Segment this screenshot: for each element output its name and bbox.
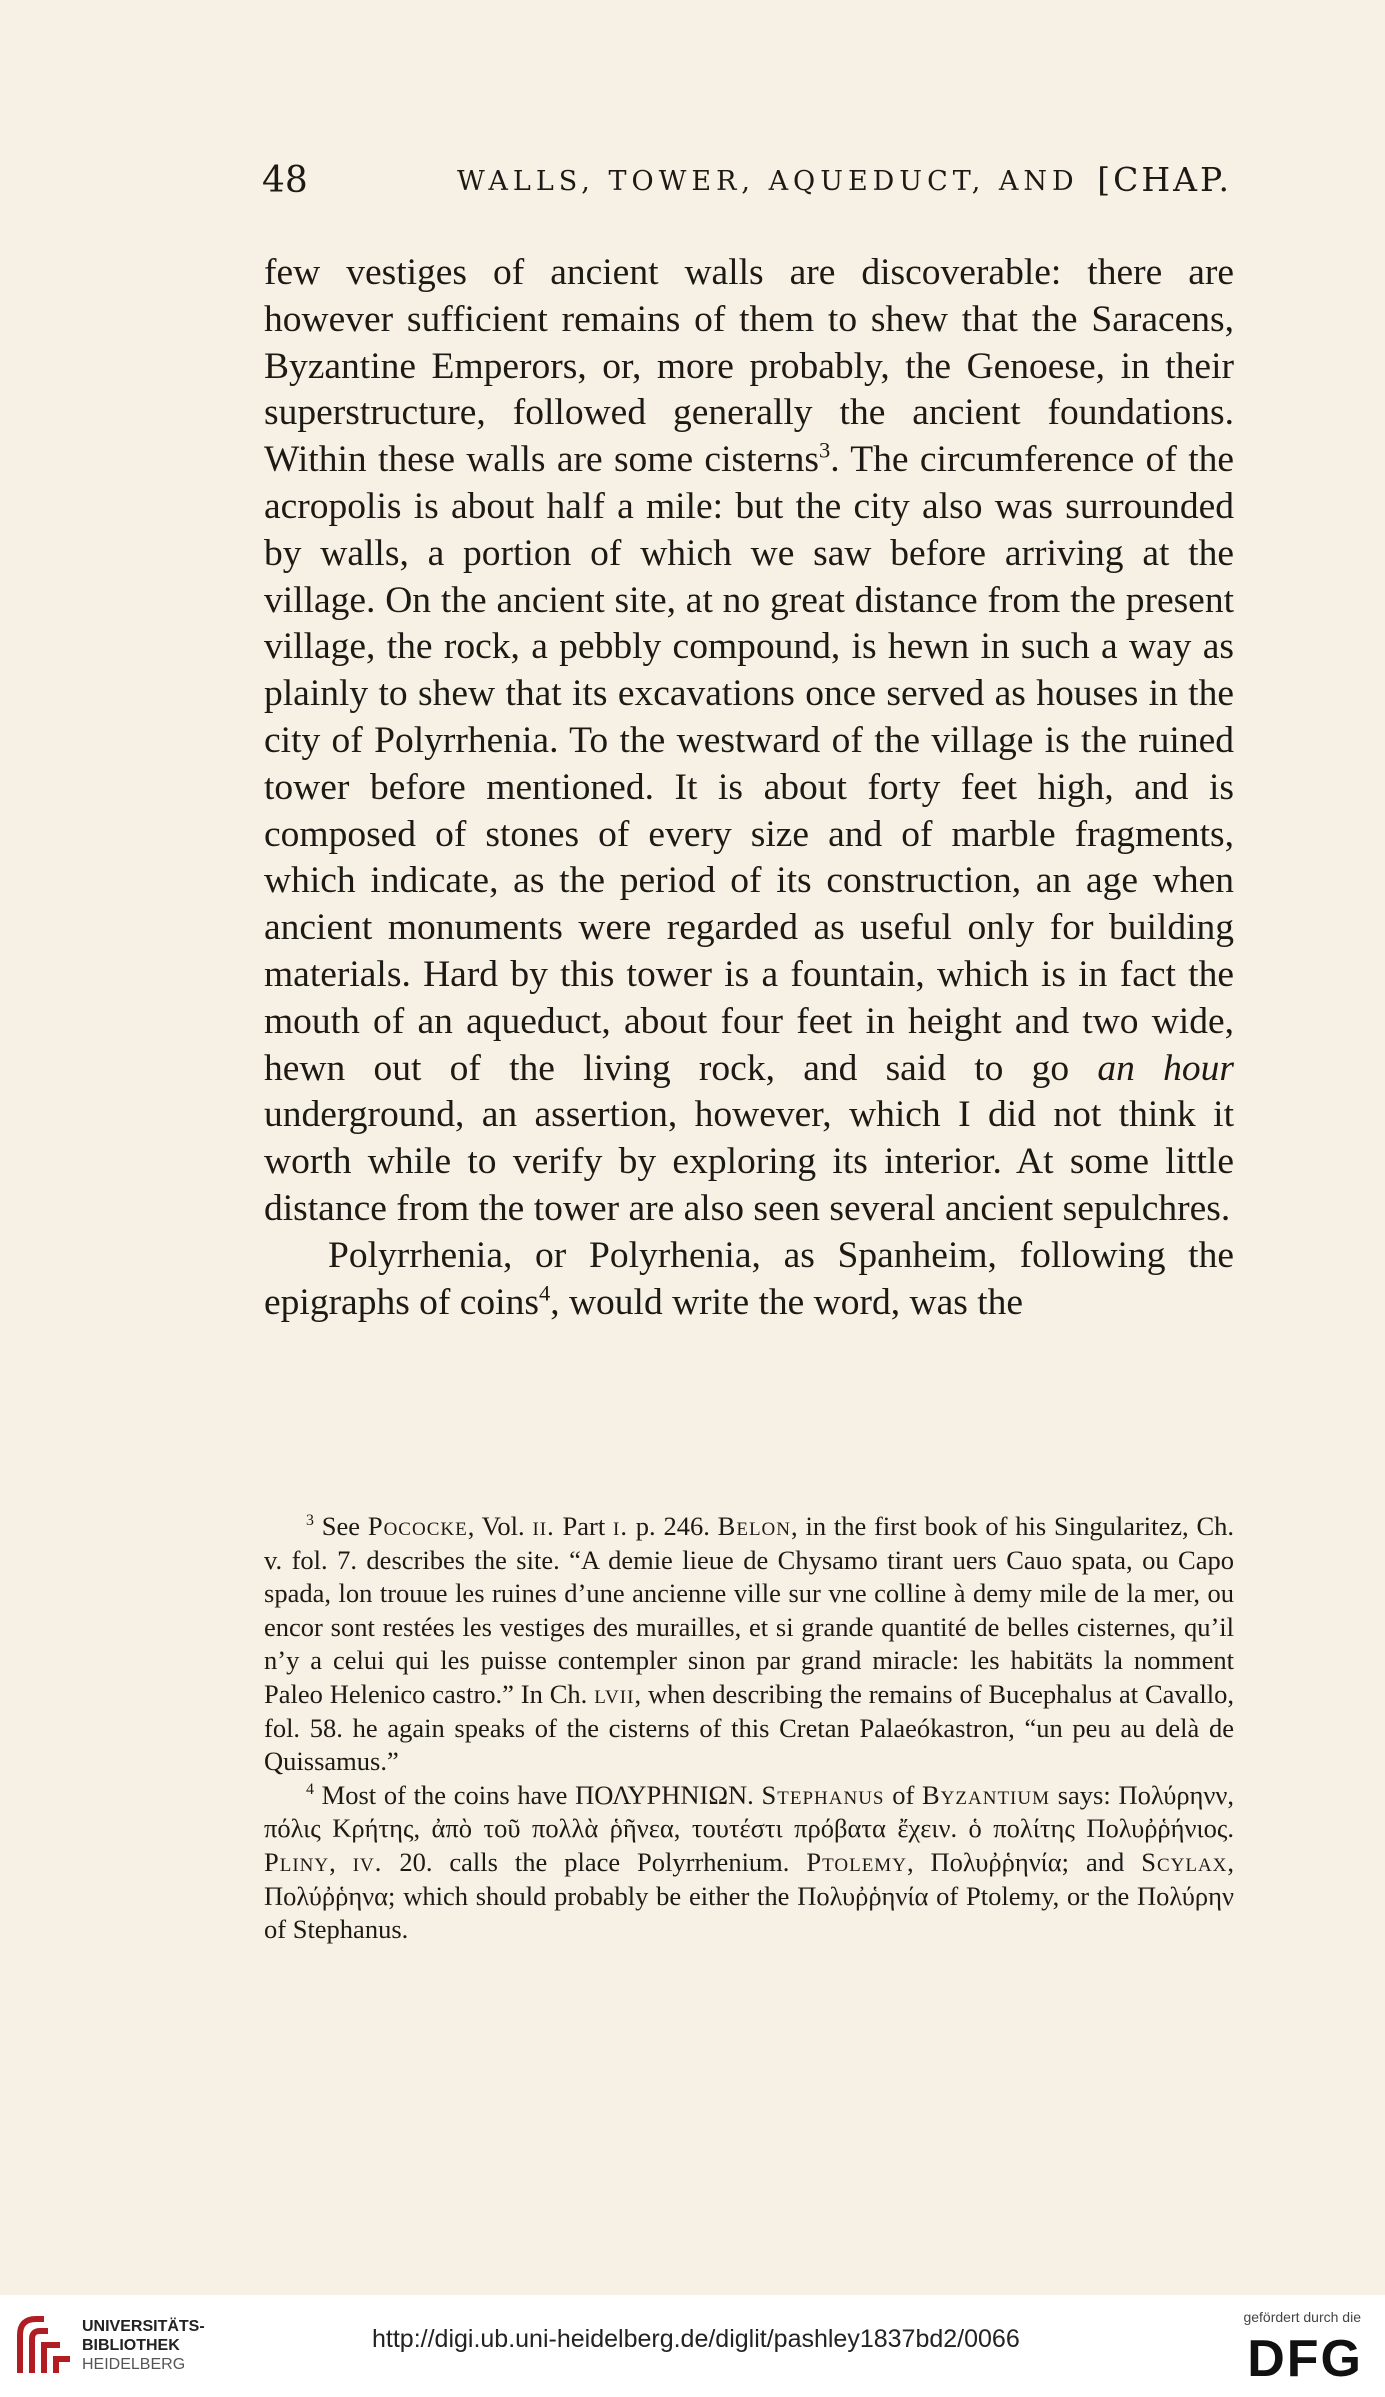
- logo-line-1: UNIVERSITÄTS-: [82, 2318, 205, 2335]
- page-header: [262, 160, 1232, 210]
- paragraph-1: [264, 250, 1234, 1233]
- fn3-lvii: lvii: [594, 1678, 635, 1709]
- logo-line-2: BIBLIOTHEK: [82, 2337, 180, 2354]
- fn4-ptolemy: Ptolemy: [806, 1846, 907, 1877]
- fn3-text-d: p. 246.: [627, 1511, 718, 1541]
- fn3-text-a: See: [313, 1511, 368, 1541]
- fn3-pococke: Pococke: [367, 1511, 468, 1541]
- fn4-stephanus: Stephanus: [761, 1779, 885, 1810]
- fn4-text-a: Most of the coins have ΠΟΛΥΡΗΝΙΩΝ.: [313, 1779, 762, 1810]
- logo-line-3: HEIDELBERG: [82, 2356, 186, 2373]
- fn4-text-f: , Πολυῤῥηνία; and: [906, 1846, 1142, 1877]
- footnote-ref-3: 3: [818, 437, 831, 463]
- fn4-iv: iv.: [352, 1846, 383, 1877]
- digitization-footer: [0, 2295, 1385, 2397]
- fn3-text-c: Part: [554, 1511, 614, 1541]
- university-library-name: [82, 2317, 205, 2374]
- footnote-3: [264, 1510, 1234, 1779]
- fn3-text-f: , when describing the remains of Bucephalus at Cavallo, fol. 58. he again speaks of the cisterns of this Cretan Palaeókastron, “un peu au delà de Quissamus.”: [264, 1678, 1234, 1777]
- fn4-pliny: Pliny: [264, 1846, 330, 1877]
- paragraph-1-part-b: . The circumference of the acropolis is about half a mile: but the city also was surrounded by walls, a portion of which we saw before arriving at the village. On the ancient site, at no great distance from the present village, the rock, a pebbly compound, is hewn in such a way as plainly to shew that its excavations once served as houses in the city of Polyrrhenia. To the westward of the village is the ruined tower before mentioned. It is about forty feet high, and is composed of stones of every size and of marble fragments, which indicate, as the period of its construction, an age when ancient monuments were regarded as useful only for building materials. Hard by this tower is a fountain, which is in fact the mouth of an aqueduct, about four feet in height and two wide, hewn out of the living rock, and said to go: [264, 439, 1235, 1089]
- fn3-part: i.: [613, 1511, 628, 1541]
- footnote-4: [264, 1779, 1234, 1947]
- footnote-4-number: 4: [306, 1780, 314, 1798]
- fn4-text-b: of: [884, 1779, 922, 1810]
- footnote-3-number: 3: [306, 1512, 314, 1530]
- page-number: 48: [262, 160, 308, 201]
- fn4-scylax: Scylax: [1141, 1846, 1228, 1877]
- body-text: [264, 250, 1234, 1326]
- paragraph-2-part-b: , would write the word, was the: [550, 1281, 1024, 1323]
- paragraph-1-part-a: few vestiges of ancient walls are discoverable: there are however sufficient remains of them to shew that the Saracens, Byzantine Emperors, or, more probably, the Genoese, in their superstructure, followed generally the ancient foundations. Within these walls are some cisterns: [264, 252, 1234, 481]
- permalink-url[interactable]: http://digi.ub.uni-heidelberg.de/diglit/pashley1837bd2/0066: [372, 2325, 1020, 2353]
- funding-caption: gefördert durch die: [1243, 2309, 1361, 2325]
- fn4-byzantium: Byzantium: [922, 1779, 1050, 1810]
- running-title: WALLS, TOWER, AQUEDUCT, AND: [457, 166, 1079, 197]
- fn4-text-g: , Πολύῤῥηνα; which should probably be either the Πολυῤῥηνία of Ptolemy, or the Πολύρην of Stephanus.: [264, 1846, 1235, 1945]
- fn3-text-e: , in the first book of his Singularitez, Ch. v. fol. 7. describes the site. “A demie lieue de Chysamo tirant uers Cauo spata, ou Capo spada, lon trouue les ruines d’une ancienne ville sur vne colline à demy mile de la mer, ou encor sont restées les vestiges des murailles, et si grande quantité de belles cisternes, qu’il n’y a celui qui les puisse contempler sinon par grand miracle: les habitäts la nomment Paleo Helenico castro.” In Ch.: [264, 1511, 1235, 1709]
- paragraph-2: [264, 1233, 1234, 1327]
- footnote-ref-4: 4: [538, 1280, 551, 1306]
- italic-phrase: an hour: [1097, 1047, 1234, 1089]
- fn4-text-d: ,: [329, 1846, 353, 1877]
- paragraph-2-part-a: Polyrrhenia, or Polyrhenia, as Spanheim, following the epigraphs of coins: [264, 1234, 1234, 1323]
- fn4-text-e: 20. calls the place Polyrrhenium.: [382, 1846, 807, 1877]
- university-library-logo-icon: [14, 2313, 74, 2379]
- fn3-vol: ii.: [532, 1511, 555, 1541]
- chapter-label: [CHAP.: [1097, 160, 1232, 199]
- fn4-text-c: says: Πολύρηνν, πόλις Κρήτης, ἀπὸ τοῦ πολλὰ ῥῆνεα, τουτέστι πρόβατα ἔχειν. ὁ πολίτης Πολυῤῥήνιος.: [264, 1779, 1234, 1844]
- paragraph-1-part-c: underground, an assertion, however, which I did not think it worth while to verify by exploring its interior. At some little distance from the tower are also seen several ancient sepulchres.: [264, 1094, 1234, 1229]
- fn3-text-b: , Vol.: [467, 1511, 533, 1541]
- fn3-belon: Belon: [717, 1511, 792, 1541]
- dfg-logo: DFG: [1247, 2330, 1363, 2388]
- footnotes: [264, 1510, 1234, 1947]
